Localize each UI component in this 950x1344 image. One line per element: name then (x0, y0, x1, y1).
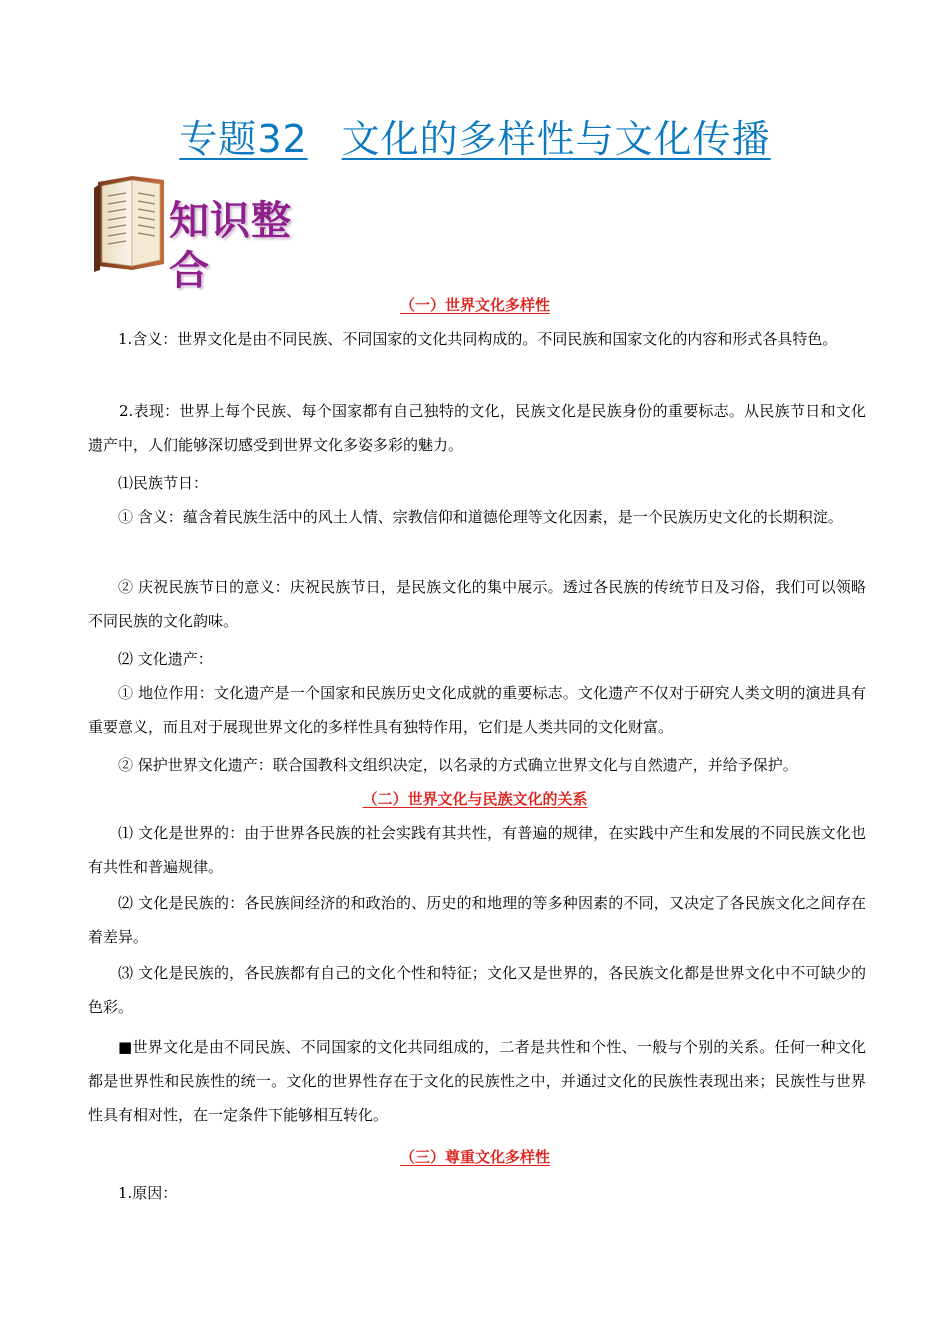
paragraph-festival-meaning: ① 含义：蕴含着民族生活中的风土人情、宗教信仰和道德伦理等文化因素，是一个民族历史文化的长期积淀。 (118, 508, 843, 526)
paragraph-cultural-heritage: ⑵ 文化遗产： (118, 650, 213, 668)
banner-title: 知识整合 (169, 198, 292, 294)
section-heading-3: （三）尊重文化多样性 (399, 1148, 550, 1166)
open-book-icon (92, 174, 172, 274)
section-heading-2: （二）世界文化与民族文化的关系 (362, 790, 588, 808)
section-heading-1: （一）世界文化多样性 (399, 296, 550, 314)
title-number: 32 (257, 117, 308, 161)
paragraph-ethnic-festival: ⑴民族节日： (118, 474, 209, 492)
paragraph-culture-ethnic: ⑵ 文化是民族的：各民族间经济的和政治的、历史的和地理的等多种因素的不同，又决定了各民族文化之间存在着差异。 (88, 894, 866, 946)
paragraph-festival-significance: ② 庆祝民族节日的意义：庆祝民族节日，是民族文化的集中展示。透过各民族的传统节日及习俗，我们可以领略不同民族的文化韵味。 (88, 578, 866, 630)
paragraph-meaning: 1.含义：世界文化是由不同民族、不同国家的文化共同构成的。不同民族和国家文化的内容和形式各具特色。 (118, 330, 838, 348)
title-prefix: 专题 (179, 117, 258, 161)
page-title (0, 112, 950, 166)
paragraph-reasons: 1.原因： (118, 1184, 178, 1202)
paragraph-heritage-protection: ② 保护世界文化遗产：联合国教科文组织决定，以名录的方式确立世界文化与自然遗产，并给予保护。 (118, 756, 798, 774)
paragraph-summary: ■世界文化是由不同民族、不同国家的文化共同组成的，二者是共性和个性、一般与个别的关系。任何一种文化都是世界性和民族性的统一。文化的世界性存在于文化的民族性之中，并通过文化的民族性表现出来；民族性与世界性具有相对性，在一定条件下能够相互转化。 (88, 1038, 866, 1124)
paragraph-manifestation: 2.表现：世界上每个民族、每个国家都有自己独特的文化，民族文化是民族身份的重要标志。从民族节日和文化遗产中，人们能够深切感受到世界文化多姿多彩的魅力。 (88, 402, 866, 454)
paragraph-culture-both: ⑶ 文化是民族的，各民族都有自己的文化个性和特征；文化又是世界的，各民族文化都是世界文化中不可缺少的色彩。 (88, 964, 866, 1016)
paragraph-heritage-role: ① 地位作用：文化遗产是一个国家和民族历史文化成就的重要标志。文化遗产不仅对于研究人类文明的演进具有重要意义，而且对于展现世界文化的多样性具有独特作用，它们是人类共同的文化财富。 (88, 684, 866, 736)
paragraph-culture-world: ⑴ 文化是世界的：由于世界各民族的社会实践有其共性，有普遍的规律，在实践中产生和发展的不同民族文化也有共性和普遍规律。 (88, 824, 866, 876)
title-main: 文化的多样性与文化传播 (341, 117, 771, 161)
knowledge-banner (92, 174, 332, 294)
